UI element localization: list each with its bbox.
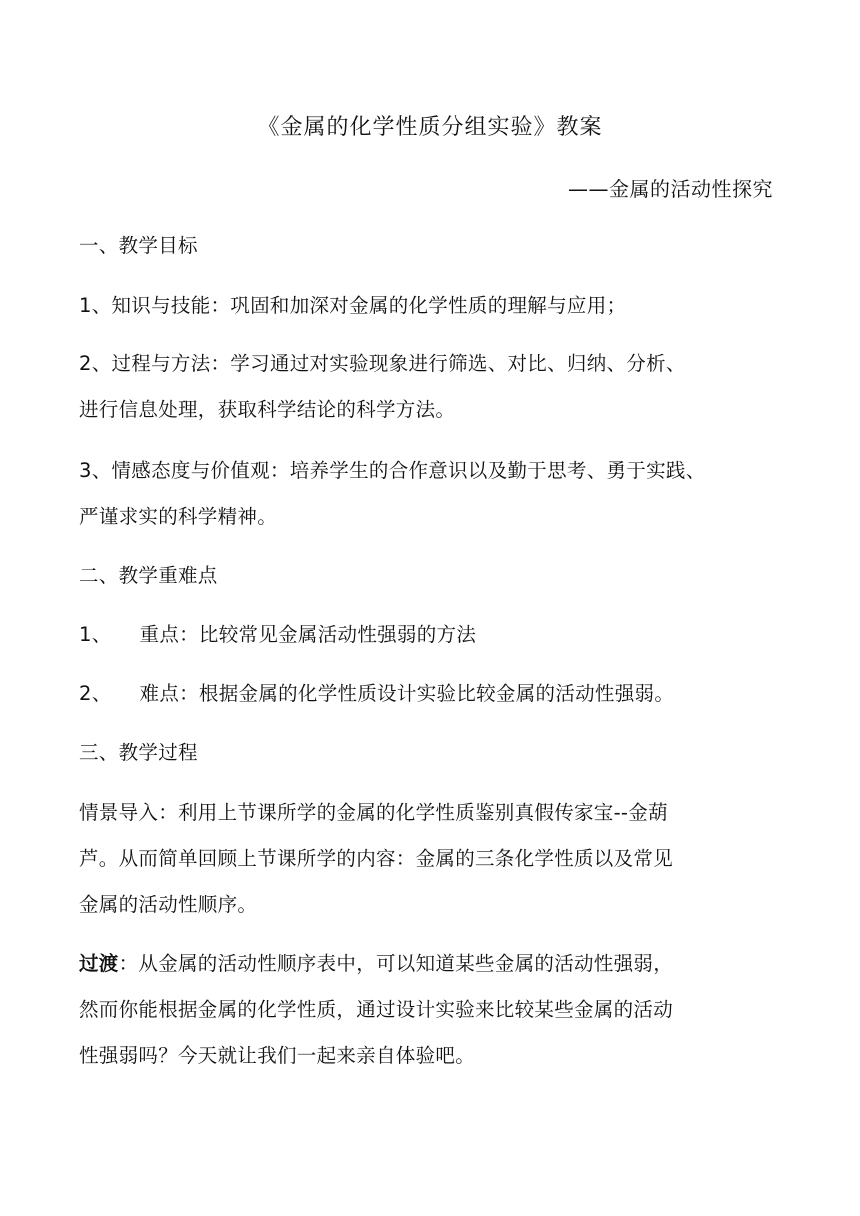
section-heading-key-points: 二、教学重难点	[79, 564, 218, 587]
objective-process-line-2: 进行信息处理，获取科学结论的科学方法。	[79, 398, 456, 421]
document-subtitle: ——金属的活动性探究	[568, 177, 773, 201]
transition-text-1: ：从金属的活动性顺序表中，可以知道某些金属的活动性强弱，	[118, 952, 674, 975]
objective-attitude-line-2: 严谨求实的科学精神。	[79, 505, 278, 528]
transition-line-3: 性强弱吗？今天就让我们一起来亲自体验吧。	[79, 1044, 476, 1067]
intro-line-3: 金属的活动性顺序。	[79, 893, 258, 916]
key-point-number: 1、	[79, 623, 112, 646]
key-point-text: 重点：比较常见金属活动性强弱的方法	[139, 623, 477, 646]
transition-label: 过渡	[79, 952, 119, 975]
intro-line-2: 芦。从而简单回顾上节课所学的内容：金属的三条化学性质以及常见	[79, 847, 674, 870]
difficult-point-item	[79, 679, 779, 709]
objective-attitude-line-1: 3、情感态度与价值观：培养学生的合作意识以及勤于思考、勇于实践、	[79, 459, 706, 482]
objective-knowledge: 1、知识与技能：巩固和加深对金属的化学性质的理解与应用；	[79, 294, 627, 317]
difficult-point-number: 2、	[79, 682, 112, 705]
transition-line-2: 然而你能根据金属的化学性质，通过设计实验来比较某些金属的活动	[79, 998, 674, 1021]
key-point-item	[79, 620, 779, 650]
section-heading-objectives: 一、教学目标	[79, 234, 198, 257]
objective-process-line-1: 2、过程与方法：学习通过对实验现象进行筛选、对比、归纳、分析、	[79, 352, 686, 375]
intro-line-1: 情景导入：利用上节课所学的金属的化学性质鉴别真假传家宝--金葫	[79, 801, 668, 824]
difficult-point-text: 难点：根据金属的化学性质设计实验比较金属的活动性强弱。	[139, 682, 675, 705]
document-title: 《金属的化学性质分组实验》教案	[257, 115, 603, 140]
transition-line-1	[79, 949, 779, 979]
section-heading-process: 三、教学过程	[79, 741, 198, 764]
